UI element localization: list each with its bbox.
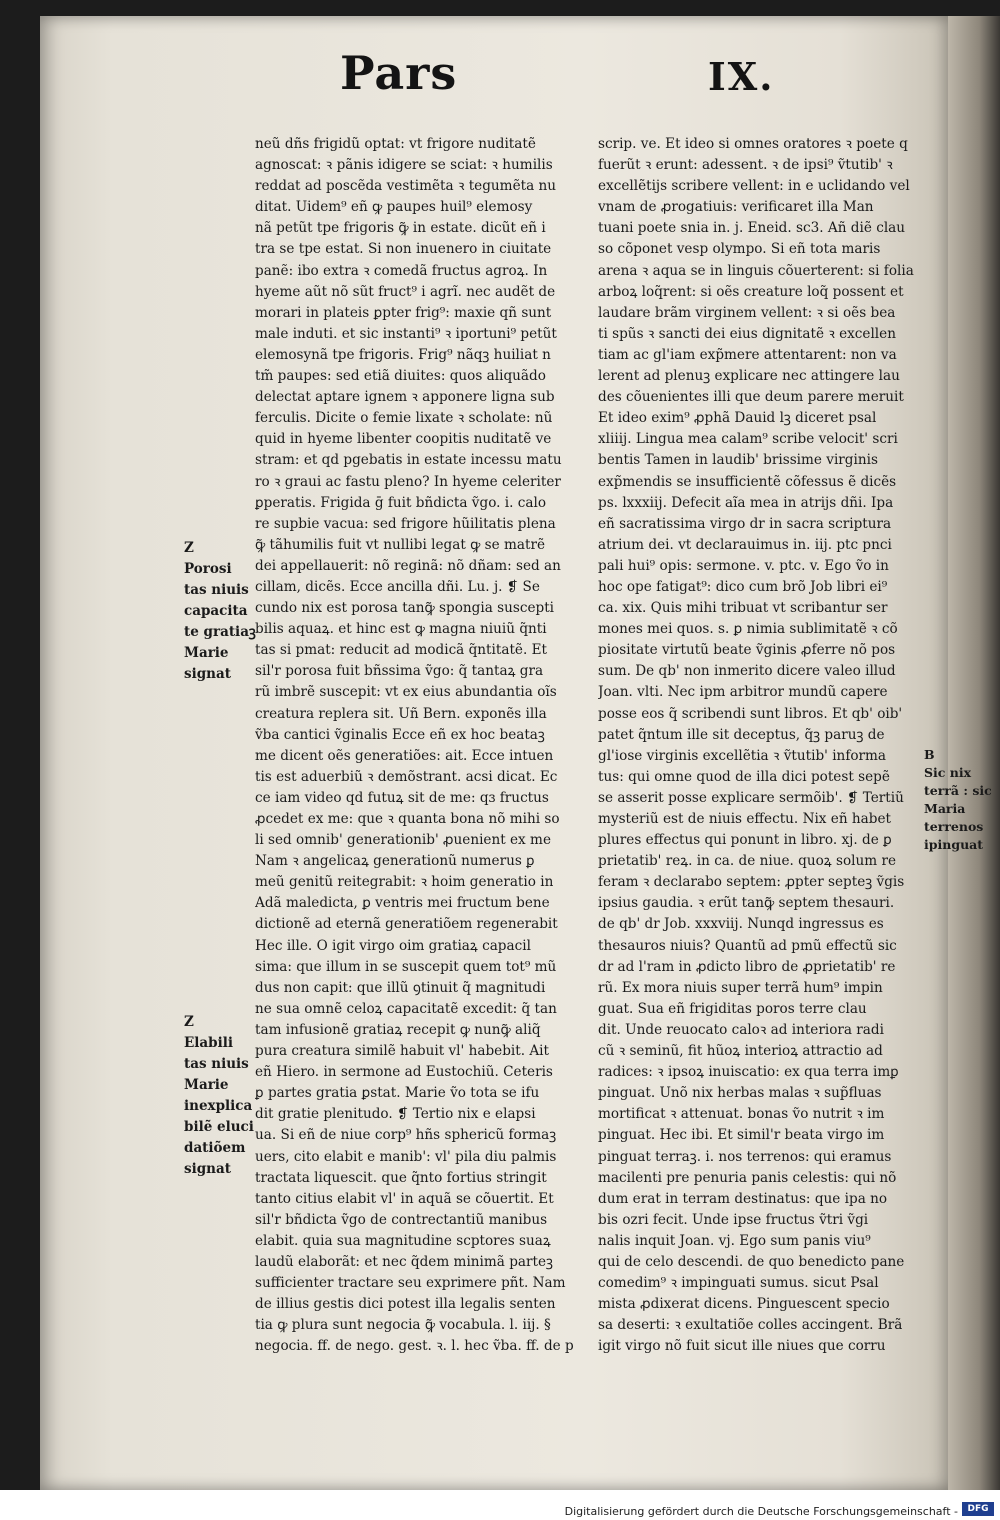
text-line: ti spũs ꝛ sancti dei eius dignitatẽ ꝛ excellen	[598, 325, 896, 342]
text-line: mortificat ꝛ attenuat. bonas ṽo nutrit ꝛ im	[598, 1106, 885, 1123]
text-line: mones mei quos. s. ꝑ nimia sublimitatẽ ꝛ cõ	[598, 621, 898, 638]
text-line: Hec ille. O igit virgo oim gratiaꝝ capacil	[255, 937, 531, 954]
text-line: posse eos q̃ scribendi sunt libros. Et qb' oib'	[598, 705, 903, 722]
dfg-logo: DFG	[962, 1502, 994, 1516]
text-line: vnam de ꝓrogatiuis: verificaret illa Man	[598, 199, 874, 216]
text-line: Joan. vlti. Nec ipm arbitror mundũ capere	[598, 684, 888, 701]
margin-note-line: signat	[184, 1161, 231, 1177]
text-line: li sed omnib' generationib' ꝓuenient ex me	[255, 832, 551, 849]
text-line: laudũ elaborãt: et nec q̃dem minimã parteꝫ	[255, 1253, 553, 1270]
text-line: pinguat. Hec ibi. Et simil'r beata virgo im	[598, 1127, 885, 1144]
margin-note-line: tas niuis	[184, 1056, 249, 1072]
text-line: ps. lxxxiij. Defecit aĩa mea in atrijs dñi. Ipa	[598, 494, 894, 511]
margin-note-line: capacita	[184, 603, 248, 619]
text-line: rũ imbrẽ suscepit: vt ex eius abundantia oĩs	[255, 684, 557, 701]
text-line: re supbie vacua: sed frigore hũilitatis plena	[255, 515, 556, 532]
text-line: ca. xix. Quis mihi tribuat vt scribantur ser	[598, 600, 888, 617]
text-line: dr ad l'ram in ꝓdicto libro de ꝓprietatib' re	[598, 958, 896, 975]
text-line: radices: ꝛ ipsoꝝ inuiscatio: ex qua terra imꝑ	[598, 1064, 899, 1081]
text-line: bis ozri fecit. Unde ipse fructus ṽtri ṽgi	[598, 1211, 869, 1228]
text-line: mysteriũ est de niuis effectu. Nix eñ habet	[598, 811, 891, 827]
text-line: uers, cito elabit e manib': vl' pila diu palmis	[255, 1148, 557, 1165]
text-line: creatura replera sit. Uñ Bern. exponẽs illa	[255, 705, 547, 722]
margin-note-line: terrã : sic	[924, 783, 992, 798]
margin-note-line: Z	[184, 1014, 194, 1030]
text-line: ferculis. Dicite o femie lixate ꝛ scholate: nũ	[255, 410, 553, 427]
text-line: tus: qui omne quod de illa dici potest sepẽ	[598, 768, 890, 785]
text-line: rũ. Ex mora niuis super terrã hum⁹ impin	[598, 979, 883, 996]
text-line: so cõponet vesp olympo. Si eñ tota maris	[598, 241, 881, 258]
margin-note-line: te gratiaꝫ	[184, 624, 256, 640]
text-line: Et ideo exim⁹ ꝓphã Dauid lꝫ diceret psal	[598, 410, 877, 427]
text-line: laudare brãm virginem vellent: ꝛ si oẽs bea	[598, 304, 896, 321]
text-line: morari in plateis ꝑpter frig⁹: maxie qñ sunt	[255, 304, 552, 321]
text-line: thesauros niuis? Quantũ ad pmũ effectũ sic	[598, 937, 897, 954]
text-line: mista ꝓdixerat dicens. Pinguescent specio	[598, 1296, 890, 1313]
text-line: qui de celo descendi. de quo benedicto pane	[598, 1253, 905, 1270]
text-line: atrium dei. vt declarauimus in. iij. ptc pnci	[598, 536, 892, 553]
text-line: exp̃mendis se insufficientẽ cõfessus ẽ dicẽs	[598, 473, 897, 490]
margin-note-line: signat	[184, 666, 231, 682]
margin-note-elabilitas	[184, 1012, 254, 1180]
text-line: dit. Unde reuocato caloꝛ ad interiora radi	[598, 1021, 884, 1038]
footer-credit: Digitalisierung gefördert durch die Deutsche Forschungsgemeinschaft -	[564, 1505, 958, 1518]
text-line: delectat aptare ignem ꝛ apponere ligna sub	[255, 389, 555, 406]
text-line: negocia. ff. de nego. gest. ꝛ. l. hec ṽba. ff. de p	[255, 1338, 574, 1355]
text-line: ne sua omnẽ celoꝝ capacitatẽ excedit: q̃ tan	[255, 1000, 557, 1017]
text-line: macilenti pre penuria panis celestis: qui nõ	[598, 1169, 897, 1186]
text-line: bentis Tamen in laudib' brissime virginis	[598, 452, 878, 469]
text-line: ꝓcedet ex me: que ꝛ quanta bona nõ mihi so	[255, 811, 560, 827]
text-line: se asserit posse explicare sermõib'. ❡ Tertiũ	[598, 789, 904, 806]
text-line: sum. De qb' non inmerito dicere valeo illud	[598, 663, 896, 680]
text-line: panẽ: ibo extra ꝛ comedã fructus agroꝝ. In	[255, 262, 548, 279]
text-line: ipsius gaudia. ꝛ erũt tanꝙ̃ septem thesauri.	[598, 895, 895, 912]
text-line: nã petũt tpe frigoris ꝙ̃ in estate. dicũt eñ i	[255, 220, 546, 237]
text-line: fuerũt ꝛ erunt: adessent. ꝛ de ipsi⁹ ṽtutib' ꝛ	[598, 157, 893, 174]
margin-note-line: Sic nix	[924, 765, 972, 780]
text-line: Nam ꝛ angelicaꝝ generationũ numerus ꝑ	[255, 853, 535, 870]
text-line: male induti. et sic instanti⁹ ꝛ iportuni⁹ petũt	[255, 325, 557, 342]
text-line: feram ꝛ declarabo septem: ꝓpter septeꝫ ṽgis	[598, 874, 905, 891]
text-line: prietatib' reꝝ. in ca. de niue. quoꝝ solum re	[598, 853, 897, 870]
text-line: Adã maledicta, ꝑ ventris mei fructum bene	[255, 895, 550, 912]
text-line: cũ ꝛ seminũ, fit hũoꝝ interioꝝ attractio ad	[598, 1043, 883, 1060]
text-line: reddat ad poscẽda vestimẽta ꝛ tegumẽta nu	[255, 178, 557, 195]
text-line: ꝑperatis. Frigida ḡ fuit bñdicta ṽgo. i. calo	[255, 494, 547, 511]
margin-note-line: ipinguat	[924, 837, 984, 852]
margin-note-sic-nix	[924, 746, 992, 854]
text-line: ce iam video qd futuꝝ sit de me: qɜ fructus	[255, 789, 549, 806]
text-line: comedim⁹ ꝛ impinguati sumus. sicut Psal	[598, 1275, 879, 1292]
text-line: ꝙ̃ tãhumilis fuit vt nullibi legat ꝙ se matrẽ	[255, 536, 545, 553]
text-line: xliiij. Lingua mea calam⁹ scribe velocit' scri	[598, 431, 898, 448]
text-line: tia ꝙ plura sunt negocia ꝙ̃ vocabula. l. iij. §	[255, 1317, 551, 1334]
text-line: tra se tpe estat. Si non inuenero in ciuitate	[255, 241, 552, 258]
text-line: elabit. quia sua magnitudine scptores suaꝝ	[255, 1232, 551, 1249]
text-line: hyeme aũt nõ sũt fruct⁹ i agrĩ. nec audẽt de	[255, 283, 556, 300]
text-line: dei appellauerit: nõ reginã: nõ dñam: sed an	[255, 557, 561, 574]
text-line: tas si pmat: reducit ad modicã q̃ntitatẽ. Et	[255, 642, 547, 659]
text-line: guat. Sua eñ frigiditas poros terre clau	[598, 1000, 867, 1017]
text-line: eñ Hiero. in sermone ad Eustochiũ. Ceteris	[255, 1064, 553, 1081]
text-line: cundo nix est porosa tanꝙ̃ spongia suscepti	[255, 600, 555, 617]
text-line: tanto citius elabit vl' in aquã se cõuertit. Et	[255, 1190, 554, 1207]
margin-note-line: tas niuis	[184, 582, 249, 598]
margin-note-line: terrenos	[924, 819, 984, 834]
text-line: ṽba cantici ṽginalis Ecce eñ ex hoc beataꝫ	[255, 726, 545, 743]
text-line: patet q̃ntum ille sit deceptus, q̃ꝫ paruꝫ de	[598, 726, 885, 743]
text-line: dum erat in terram destinatus: que ipa no	[598, 1190, 888, 1207]
text-line: dit gratie plenitudo. ❡ Tertio nix e elapsi	[255, 1106, 536, 1123]
text-line: hoc ope fatigat⁹: dico cum brõ Job libri ei⁹	[598, 578, 888, 595]
right-text-column	[598, 134, 923, 1357]
text-line: nalis inquit Joan. vj. Ego sum panis viu⁹	[598, 1232, 871, 1249]
text-line: sufficienter tractare seu exprimere pñt. Nam	[255, 1275, 566, 1292]
text-line: tractata liquescit. que q̃nto fortius stringit	[255, 1169, 547, 1186]
margin-note-line: B	[924, 747, 935, 762]
text-line: lerent ad plenuꝫ explicare nec attingere lau	[598, 368, 900, 385]
margin-note-line: Marie	[184, 645, 229, 661]
text-line: sil'r bñdicta ṽgo de contrectantiũ manibus	[255, 1211, 548, 1228]
margin-note-line: Porosi	[184, 561, 232, 577]
text-line: pura creatura similẽ habuit vl' habebit. Ait	[255, 1043, 549, 1060]
margin-note-line: datiõem	[184, 1140, 246, 1156]
text-line: dus non capit: que illũ ꝯtinuit q̃ magnitudi	[255, 979, 546, 996]
text-line: pinguat terraꝫ. i. nos terrenos: qui eramus	[598, 1148, 892, 1165]
text-line: tiam ac gl'iam exp̃mere attentarent: non va	[598, 346, 897, 363]
margin-note-line: Marie	[184, 1077, 229, 1093]
text-line: me dicent oẽs generatiões: ait. Ecce intuen	[255, 747, 554, 764]
text-line: de qb' dr Job. xxxviij. Nunqd ingressus es	[598, 916, 884, 933]
text-line: scrip. ve. Et ideo si omnes oratores ꝛ poete q	[598, 136, 908, 152]
text-line: meũ genitũ reitegrabit: ꝛ hoim generatio in	[255, 874, 554, 891]
text-line: sa deserti: ꝛ exultatiõe colles accingent. Brã	[598, 1317, 903, 1334]
text-line: arena ꝛ aqua se in linguis cõuerterent: si folia	[598, 262, 914, 279]
text-line: dictionẽ ad eternã generatiõem regenerabit	[255, 916, 558, 933]
text-line: tam infusionẽ gratiaꝝ recepit ꝙ nunꝙ̃ aliq̃	[255, 1021, 541, 1038]
text-line: tis est aduerbiũ ꝛ demõstrant. acsi dicat. Ec	[255, 768, 558, 785]
running-head-left: Pars	[340, 46, 458, 100]
text-line: sima: que illum in se suscepit quem tot⁹ mũ	[255, 958, 557, 975]
text-line: elemosynã tpe frigoris. Frig⁹ nãqꝫ huiliat n	[255, 346, 551, 363]
text-line: des cõuenientes illi que deum parere meruit	[598, 389, 904, 406]
text-line: arboꝝ loq̃rent: si oẽs creature loq̃ possent et	[598, 283, 904, 300]
text-line: bilis aquaꝝ. et hinc est ꝙ magna niuiũ q̃nti	[255, 621, 547, 638]
text-line: ꝑ partes gratia ꝑstat. Marie ṽo tota se ifu	[255, 1085, 540, 1102]
text-line: pali hui⁹ opis: sermone. v. ptc. v. Ego ṽo in	[598, 557, 889, 574]
margin-note-line: bilẽ eluci	[184, 1119, 254, 1135]
text-line: gl'iose virginis excellẽtia ꝛ ṽtutib' informa	[598, 747, 887, 764]
margin-note-line: Maria	[924, 801, 966, 816]
text-line: piositate virtutũ beate ṽginis ꝓferre nõ pos	[598, 642, 896, 659]
text-line: pinguat. Unõ nix herbas malas ꝛ sup̃fluas	[598, 1085, 882, 1102]
margin-note-line: inexplica	[184, 1098, 253, 1114]
left-text-column	[255, 134, 580, 1357]
text-line: plures effectus qui ponunt in libro. xj. de ꝑ	[598, 832, 892, 849]
text-line: eñ sacratissima virgo dr in sacra scriptura	[598, 515, 892, 532]
text-line: tuani poete snia in. j. Eneid. sc3. Añ diẽ clau	[598, 220, 906, 237]
text-line: de illius gestis dici potest illa legalis senten	[255, 1296, 556, 1313]
running-head-right: IX.	[708, 54, 775, 99]
text-line: stram: et qd pgebatis in estate incessu matu	[255, 452, 562, 469]
text-line: ua. Si eñ de niue corp⁹ hñs sphericũ formaꝫ	[255, 1127, 557, 1144]
text-line: sil'r porosa fuit bñssima ṽgo: q̃ tantaꝝ gra	[255, 663, 544, 680]
text-line: cillam, dicẽs. Ecce ancilla dñi. Lu. j. ❡ Se	[255, 578, 540, 595]
text-line: quid in hyeme libenter coopitis nuditatẽ ve	[255, 431, 552, 448]
text-line: tm̃ paupes: sed etiã diuites: quos aliquãdo	[255, 368, 546, 385]
text-line: agnoscat: ꝛ pãnis idigere se sciat: ꝛ humilis	[255, 157, 553, 174]
text-line: ditat. Uidem⁹ eñ ꝙ paupes huil⁹ elemosy	[255, 199, 533, 216]
margin-note-line: Elabili	[184, 1035, 233, 1051]
text-line: ro ꝛ graui ac fastu pleno? In hyeme celeriter	[255, 473, 561, 490]
margin-note-line: Z	[184, 540, 194, 556]
text-line: igit virgo nõ fuit sicut ille niues que corru	[598, 1338, 886, 1355]
text-line: excellẽtijs scribere vellent: in e uclidando vel	[598, 178, 910, 195]
text-line: neũ dñs frigidũ optat: vt frigore nuditatẽ	[255, 136, 536, 152]
margin-note-porositas	[184, 538, 256, 685]
